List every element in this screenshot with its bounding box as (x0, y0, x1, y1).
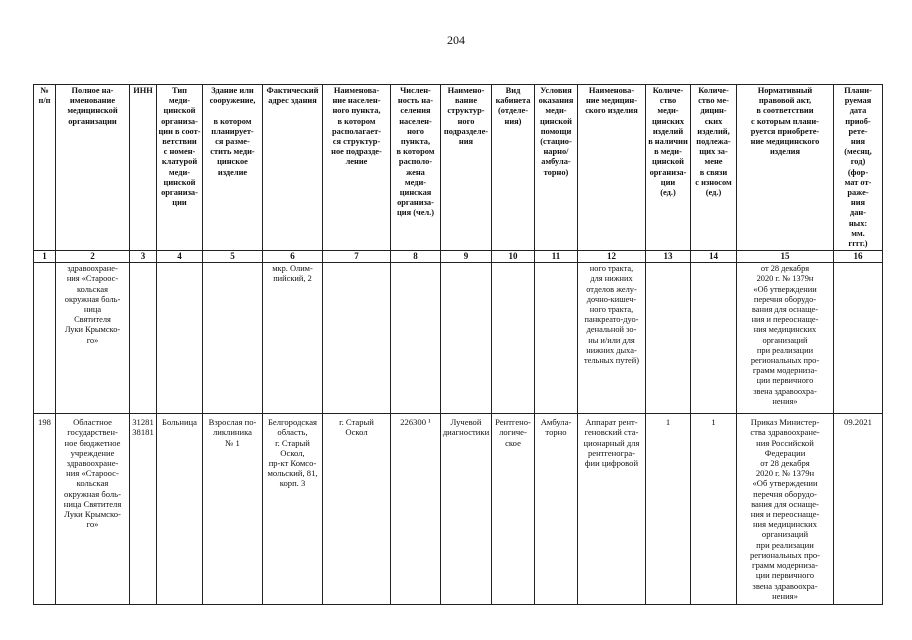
column-number: 2 (56, 251, 130, 263)
table-cell (323, 263, 391, 414)
header-cell-building: Здание или сооружение, в котором планирует- ся разме- стить меди- цинское изделие (203, 85, 263, 251)
column-number: 16 (834, 251, 883, 263)
column-number: 6 (263, 251, 323, 263)
header-cell-settlement: Наименова- ние населен- ного пункта, в котором располагает- ся структур- ное подразде- ление (323, 85, 391, 251)
column-number: 7 (323, 251, 391, 263)
header-cell-device-name: Наименова- ние медицин- ского изделия (578, 85, 646, 251)
column-number-row (34, 251, 883, 263)
table-cell-cabinet-type: Рентгено- логиче- ское (492, 414, 535, 605)
column-number: 14 (691, 251, 737, 263)
column-number: 4 (157, 251, 203, 263)
header-cell-org-type: Тип меди- цинской организа- ции в соот- ветствии с номен- клатурой меди- цинской организа- ции (157, 85, 203, 251)
table-cell-org-name: Областное государствен- ное бюджетное учреждение здравоохране- ния «Староос- кольская окружная боль- ница Святителя Луки Крымско- го» (56, 414, 130, 605)
column-number: 13 (646, 251, 691, 263)
table-cell (391, 263, 441, 414)
column-number: 8 (391, 251, 441, 263)
table-header-row (34, 85, 883, 251)
column-number: 15 (737, 251, 834, 263)
header-cell-devices-available: Количе- ство меди- цинских изделий в наличии в меди- цинской организа- ции (ед.) (646, 85, 691, 251)
table-cell-care-conditions: Амбула- торно (535, 414, 578, 605)
header-cell-inn: ИНН (130, 85, 157, 251)
table-cell-org-type: Больница (157, 414, 203, 605)
table-cell-settlement: г. Старый Оскол (323, 414, 391, 605)
table-cell-planned-date: 09.2021 (834, 414, 883, 605)
table-cell (535, 263, 578, 414)
table-cell-address: Белгородская область, г. Старый Оскол, пр-кт Комсо- мольский, 81, корп. 3 (263, 414, 323, 605)
column-number: 10 (492, 251, 535, 263)
column-number: 11 (535, 251, 578, 263)
table-cell (130, 263, 157, 414)
table-cell-inn: 31281 38181 (130, 414, 157, 605)
table-cell-subdivision: Лучевой диагностики (441, 414, 492, 605)
table-cell-legal-act: Приказ Министер- ства здравоохране- ния Российской Федерации от 28 декабря 2020 г. № 1379н «Об утверждении перечня оборудо- вания для оснаще- ния и переоснаще- ния медицинских организаций при реализации региональных про- грамм модерниза- ции первичного звена здравоохра- нения» (737, 414, 834, 605)
header-cell-legal-act: Нормативный правовой акт, в соответствии с которым плани- руется приобрете- ние медицинского изделия (737, 85, 834, 251)
table-cell-population: 226300 ¹ (391, 414, 441, 605)
table-cell-legal-act: от 28 декабря 2020 г. № 1379н «Об утверждении перечня оборудо- вания для оснаще- ния и переоснаще- ния медицинских организаций при реализации региональных про- грамм модерниза- ции первичного звена здравоохра- нения» (737, 263, 834, 414)
table-cell (492, 263, 535, 414)
header-cell-number: № п/п (34, 85, 56, 251)
table-cell-org-name: здравоохране- ния «Староос- кольская окружная боль- ница Святителя Луки Крымско- го» (56, 263, 130, 414)
table-cell (834, 263, 883, 414)
table-cell-devices-to-replace: 1 (691, 414, 737, 605)
table-cell-number: 198 (34, 414, 56, 605)
table-cell-address: мкр. Олим- пийский, 2 (263, 263, 323, 414)
column-number: 3 (130, 251, 157, 263)
column-number: 9 (441, 251, 492, 263)
column-number: 1 (34, 251, 56, 263)
table-cell (34, 263, 56, 414)
table-cell (157, 263, 203, 414)
table-row-198 (34, 414, 883, 605)
table-cell-device-name: ного тракта, для нижних отделов желу- дочно-кишеч- ного тракта, панкреато-дуо- денальной зо- ны и/или для нижних дыха- тельных путей) (578, 263, 646, 414)
table-cell (646, 263, 691, 414)
page-number: 204 (447, 33, 465, 47)
header-cell-population: Числен- ность на- селения населен- ного пункта, в котором располо- жена меди- цинская организа- ция (чел.) (391, 85, 441, 251)
equipment-register-table (33, 84, 883, 605)
column-number: 5 (203, 251, 263, 263)
header-cell-address: Фактический адрес здания (263, 85, 323, 251)
table-cell (441, 263, 492, 414)
table-cell-devices-available: 1 (646, 414, 691, 605)
table-cell-building: Взрослая по- ликлиника № 1 (203, 414, 263, 605)
header-cell-subdivision: Наимено- вание структур- ного подразделе- ния (441, 85, 492, 251)
header-cell-cabinet-type: Вид кабинета (отделе- ния) (492, 85, 535, 251)
table-row-continuation (34, 263, 883, 414)
column-number: 12 (578, 251, 646, 263)
table-cell (691, 263, 737, 414)
table-cell (203, 263, 263, 414)
header-cell-org-name: Полное на- именование медицинской организации (56, 85, 130, 251)
header-cell-devices-to-replace: Количе- ство ме- дицин- ских изделий, подлежа- щих за- мене в связи с износом (ед.) (691, 85, 737, 251)
header-cell-planned-date: Плани- руемая дата приоб- рете- ния (месяц, год) (фор- мат от- раже- ния дан- ных: мм. гггг.) (834, 85, 883, 251)
table-cell-device-name: Аппарат рент- геновский ста- ционарный для рентгеногра- фии цифровой (578, 414, 646, 605)
header-cell-care-conditions: Условия оказания меди- цинской помощи (стацио- нарно/ амбула- торно) (535, 85, 578, 251)
